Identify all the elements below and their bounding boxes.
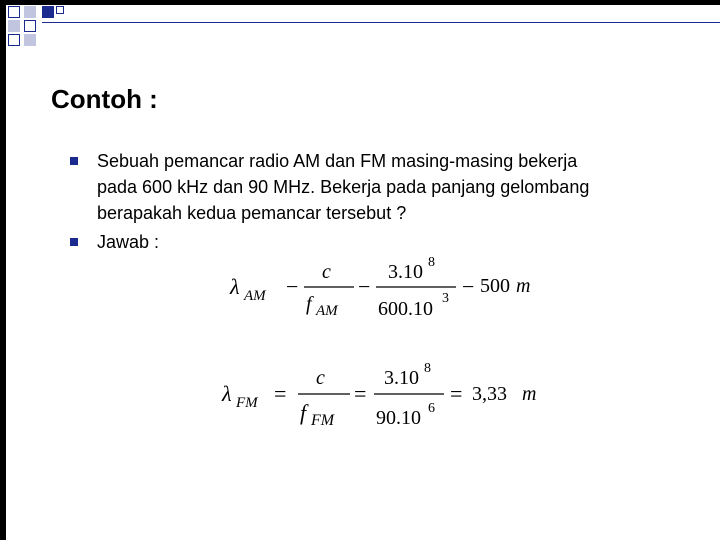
lambda-symbol: λ — [230, 274, 240, 299]
text-line: Jawab : — [97, 232, 160, 252]
bullet-marker — [70, 238, 78, 246]
text-line: Sebuah pemancar radio AM dan FM masing-masing bekerja — [97, 151, 578, 171]
denominator-exponent: 3 — [442, 291, 449, 306]
deco-square — [24, 6, 36, 18]
operator: = — [354, 381, 367, 406]
numerator: c — [322, 261, 331, 283]
left-border-bar — [0, 0, 6, 540]
top-border-bar — [0, 0, 720, 5]
operator: − — [462, 274, 475, 299]
equation-fm — [222, 356, 552, 439]
operator: − — [286, 274, 299, 299]
lambda-subscript: AM — [244, 288, 266, 304]
header-accent-line — [42, 22, 720, 23]
operator: = — [450, 381, 463, 406]
result-unit: m — [522, 383, 537, 405]
numerator: c — [316, 367, 325, 389]
deco-square — [8, 20, 20, 32]
numerator-exponent: 8 — [424, 361, 431, 376]
deco-square — [24, 20, 36, 32]
lambda-subscript: FM — [236, 395, 258, 411]
denominator-subscript: AM — [316, 303, 338, 319]
slide-title: Contoh : — [51, 84, 158, 114]
question-text — [97, 148, 589, 226]
denominator: 600.10 — [378, 298, 433, 320]
numerator: 3.10 — [384, 367, 419, 389]
denominator-exponent: 6 — [428, 401, 435, 416]
equation-am — [230, 250, 550, 327]
deco-square — [8, 6, 20, 18]
deco-square — [24, 34, 36, 46]
denominator: 90.10 — [376, 407, 421, 429]
lambda-symbol: λ — [222, 381, 232, 406]
operator: = — [274, 381, 287, 406]
text-line: pada 600 kHz dan 90 MHz. Bekerja pada panjang gelombang — [97, 177, 590, 197]
bullet-marker — [70, 157, 78, 165]
deco-square — [42, 6, 54, 18]
text-line: berapakah kedua pemancar tersebut ? — [97, 203, 407, 223]
equation-am-graphic — [230, 250, 550, 322]
deco-square — [56, 6, 64, 14]
deco-square — [8, 34, 20, 46]
result-unit: m — [516, 275, 531, 297]
result-value: 3,33 — [472, 383, 507, 405]
numerator-exponent: 8 — [428, 255, 435, 270]
equation-fm-graphic — [222, 356, 552, 434]
denominator: f — [300, 400, 307, 425]
result-value: 500 — [480, 275, 510, 297]
denominator: f — [306, 293, 312, 315]
denominator-subscript: FM — [311, 412, 335, 429]
answer-label — [97, 229, 159, 255]
operator: − — [358, 274, 371, 299]
numerator: 3.10 — [388, 261, 423, 283]
